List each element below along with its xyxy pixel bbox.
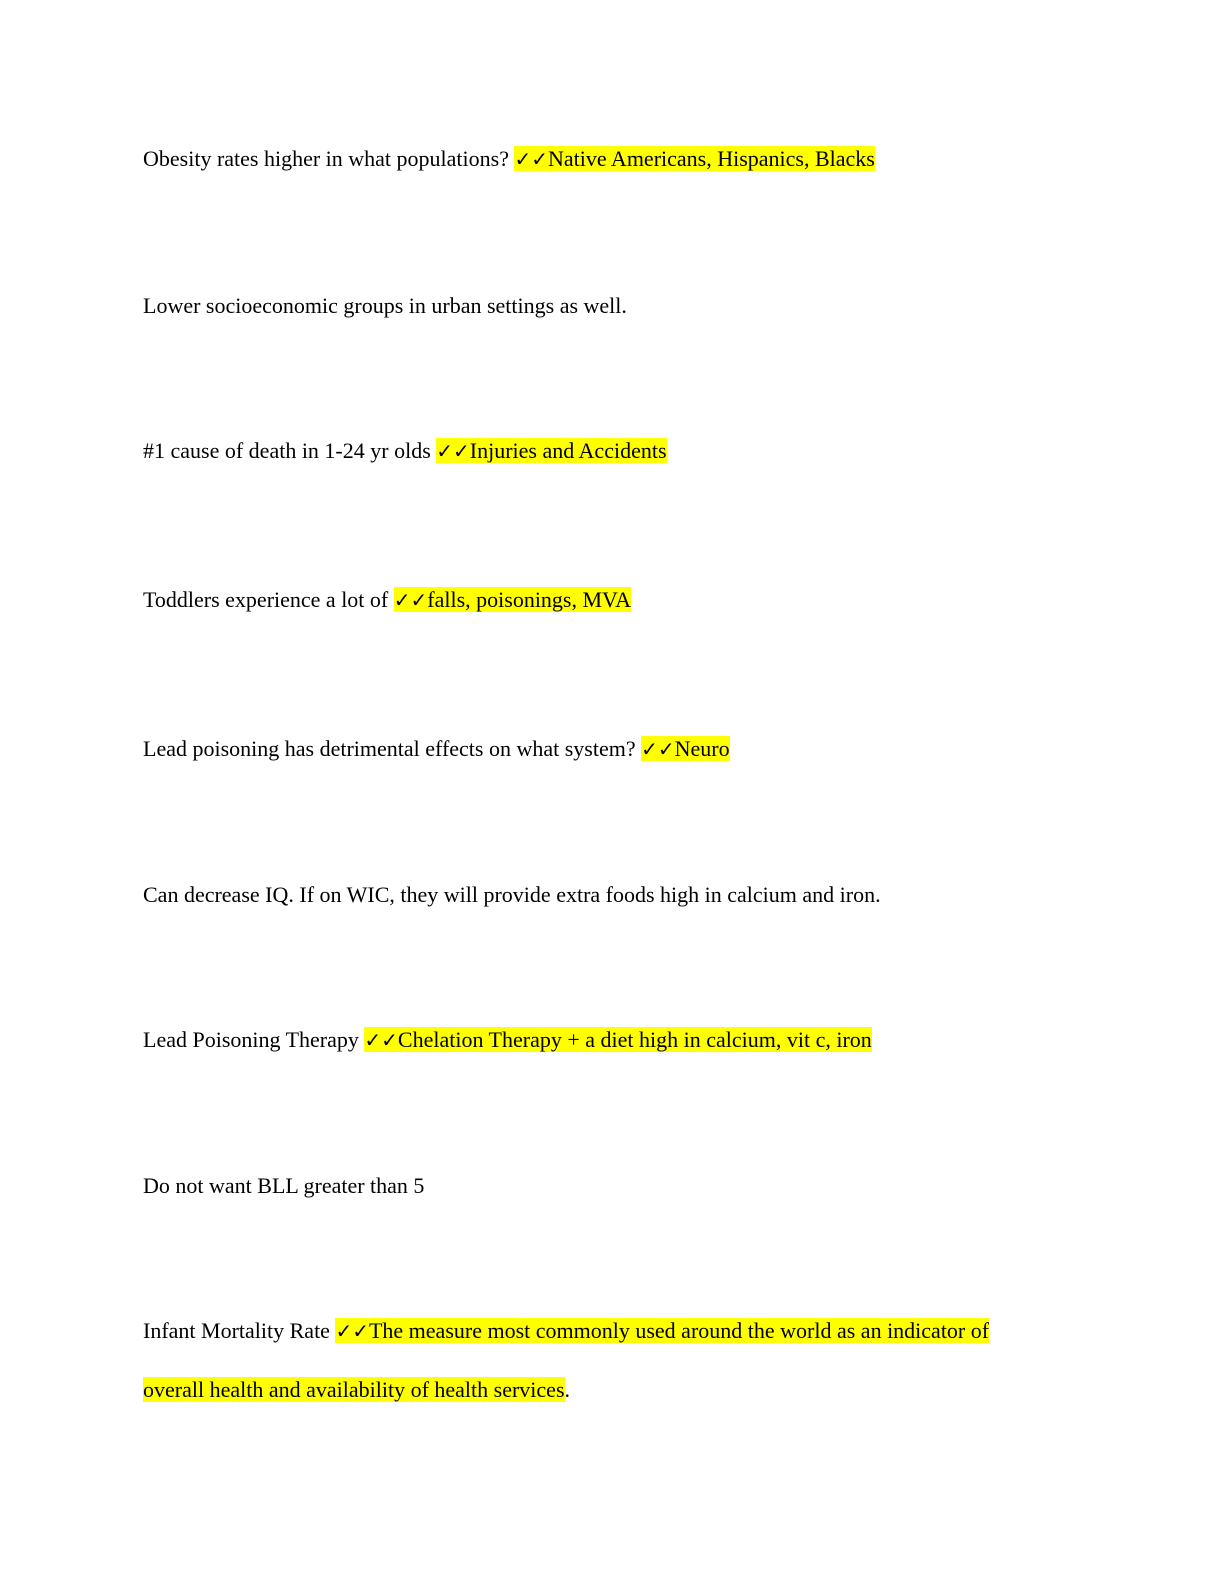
check-icon: ✓✓ (393, 588, 428, 612)
check-icon: ✓✓ (335, 1319, 369, 1343)
answer-text: overall health and availability of health services (143, 1377, 565, 1402)
answer-highlight (436, 438, 666, 463)
answer-highlight (641, 736, 730, 761)
note-iq-wic (143, 880, 881, 910)
answer-highlight (394, 587, 631, 612)
qa-lead-therapy (143, 1025, 872, 1055)
qa-toddlers (143, 585, 631, 615)
check-icon: ✓✓ (364, 1028, 398, 1052)
answer-text: Neuro (674, 736, 730, 761)
qa-lead-system (143, 734, 730, 764)
answer-highlight (335, 1318, 989, 1343)
question-text: Obesity rates higher in what populations? (143, 146, 515, 171)
check-icon: ✓✓ (641, 737, 675, 761)
qa-infant-mortality (143, 1316, 989, 1346)
note-text: Can decrease IQ. If on WIC, they will provide extra foods high in calcium and iron. (143, 882, 881, 907)
check-icon: ✓✓ (514, 147, 548, 171)
answer-text: Chelation Therapy + a diet high in calcium, vit c, iron (397, 1027, 872, 1052)
question-text: Toddlers experience a lot of (143, 587, 394, 612)
question-text: Lead Poisoning Therapy (143, 1027, 365, 1052)
answer-text: The measure most commonly used around the world as an indicator of (368, 1318, 990, 1343)
answer-text: falls, poisonings, MVA (427, 587, 631, 612)
answer-text: Native Americans, Hispanics, Blacks (548, 146, 875, 171)
answer-highlight (143, 1377, 565, 1402)
answer-text: Injuries and Accidents (469, 438, 667, 463)
note-socioeconomic (143, 291, 627, 321)
answer-highlight (364, 1027, 871, 1052)
question-text: Lead poisoning has detrimental effects on what system? (143, 736, 642, 761)
qa-obesity (143, 144, 875, 174)
trailing-punctuation: . (564, 1377, 571, 1402)
question-text: Infant Mortality Rate (143, 1318, 336, 1343)
qa-cause-of-death (143, 436, 667, 466)
note-bll (143, 1171, 424, 1201)
answer-highlight (514, 146, 874, 171)
note-text: Do not want BLL greater than 5 (143, 1173, 425, 1198)
check-icon: ✓✓ (436, 439, 470, 463)
question-text: #1 cause of death in 1-24 yr olds (143, 438, 437, 463)
qa-infant-mortality-continued (143, 1375, 570, 1405)
note-text: Lower socioeconomic groups in urban settings as well. (143, 293, 627, 318)
